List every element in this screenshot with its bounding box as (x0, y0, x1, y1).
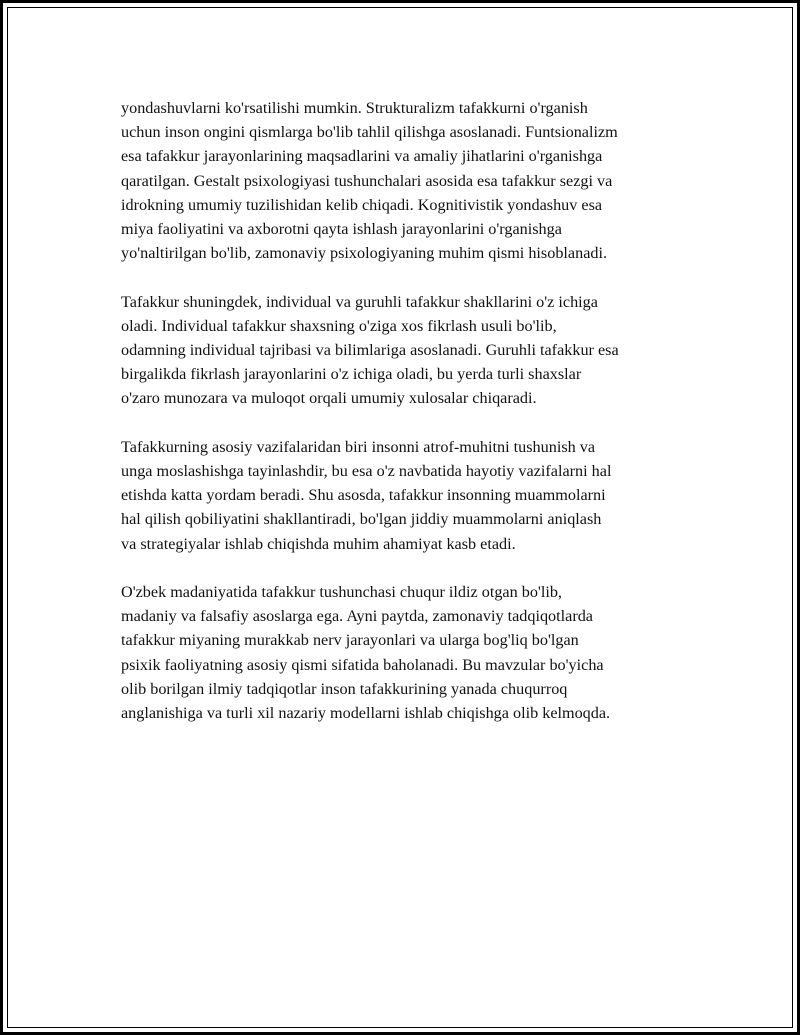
text-line: Tafakkurning asosiy vazifalaridan biri insonni atrof-muhitni tushunish va (121, 437, 596, 456)
text-line: yondashuvlarni ko'rsatilishi mumkin. Strukturalizm tafakkurni o'rganish (121, 99, 588, 117)
text-line: yo'naltirilgan bo'lib, zamonaviy psixologiyaning muhim qismi hisoblanadi. (121, 244, 608, 263)
text-line: uchun inson ongini qismlarga bo'lib tahlil qilishga asoslanadi. Funtsionalizm (121, 123, 618, 142)
text-line: miya faoliyatini va axborotni qayta ishlash jarayonlarini o'rganishga (121, 220, 562, 239)
text-line: Tafakkur shuningdek, individual va guruhli tafakkur shakllarini o'z ichiga (121, 292, 598, 311)
text-line: oladi. Individual tafakkur shaxsning o'ziga xos fikrlash usuli bo'lib, (121, 316, 557, 335)
paragraph-4 (121, 580, 701, 725)
text-line: O'zbek madaniyatida tafakkur tushunchasi chuqur ildiz otgan bo'lib, (121, 583, 562, 602)
paragraph-3 (121, 435, 701, 556)
text-line: birgalikda fikrlash jarayonlarini o'z ichiga oladi, bu yerda turli shaxslar (121, 365, 582, 384)
text-line: qaratilgan. Gestalt psixologiyasi tushunchalari asosida esa tafakkur sezgi va (121, 171, 613, 190)
paragraph-2 (121, 290, 701, 411)
text-line: etishda katta yordam beradi. Shu asosda, tafakkur insonning muammolarni (121, 486, 606, 505)
text-line: esa tafakkur jarayonlarining maqsadlarini va amaliy jihatlarini o'rganishga (121, 147, 603, 166)
text-line: odamning individual tajribasi va bilimlariga asoslanadi. Guruhli tafakkur esa (121, 341, 619, 360)
text-line: anglanishiga va turli xil nazariy modellarni ishlab chiqishga olib kelmoqda. (121, 704, 611, 723)
text-line: olib borilgan ilmiy tadqiqotlar inson tafakkurining yanada chuqurroq (121, 679, 568, 698)
paragraph-1 (121, 96, 701, 265)
text-line: hal qilish qobiliyatini shakllantiradi, bo'lgan jiddiy muammolarni aniqlash (121, 510, 602, 529)
text-line: va strategiyalar ishlab chiqishda muhim ahamiyat kasb etadi. (121, 534, 516, 553)
text-line: tafakkur miyaning murakkab nerv jarayonlari va ularga bog'liq bo'lgan (121, 631, 579, 650)
text-line: o'zaro munozara va muloqot orqali umumiy xulosalar chiqaradi. (121, 389, 537, 408)
text-line: unga moslashishga tayinlashdir, bu esa o'z navbatida hayotiy vazifalarni hal (121, 462, 612, 481)
text-line: madaniy va falsafiy asoslarga ega. Ayni paytda, zamonaviy tadqiqotlarda (121, 607, 593, 626)
text-line: idrokning umumiy tuzilishidan kelib chiqadi. Kognitivistik yondashuv esa (121, 195, 603, 214)
text-line: psixik faoliyatning asosiy qismi sifatida baholanadi. Bu mavzular bo'yicha (121, 655, 604, 674)
document-body (121, 96, 701, 749)
